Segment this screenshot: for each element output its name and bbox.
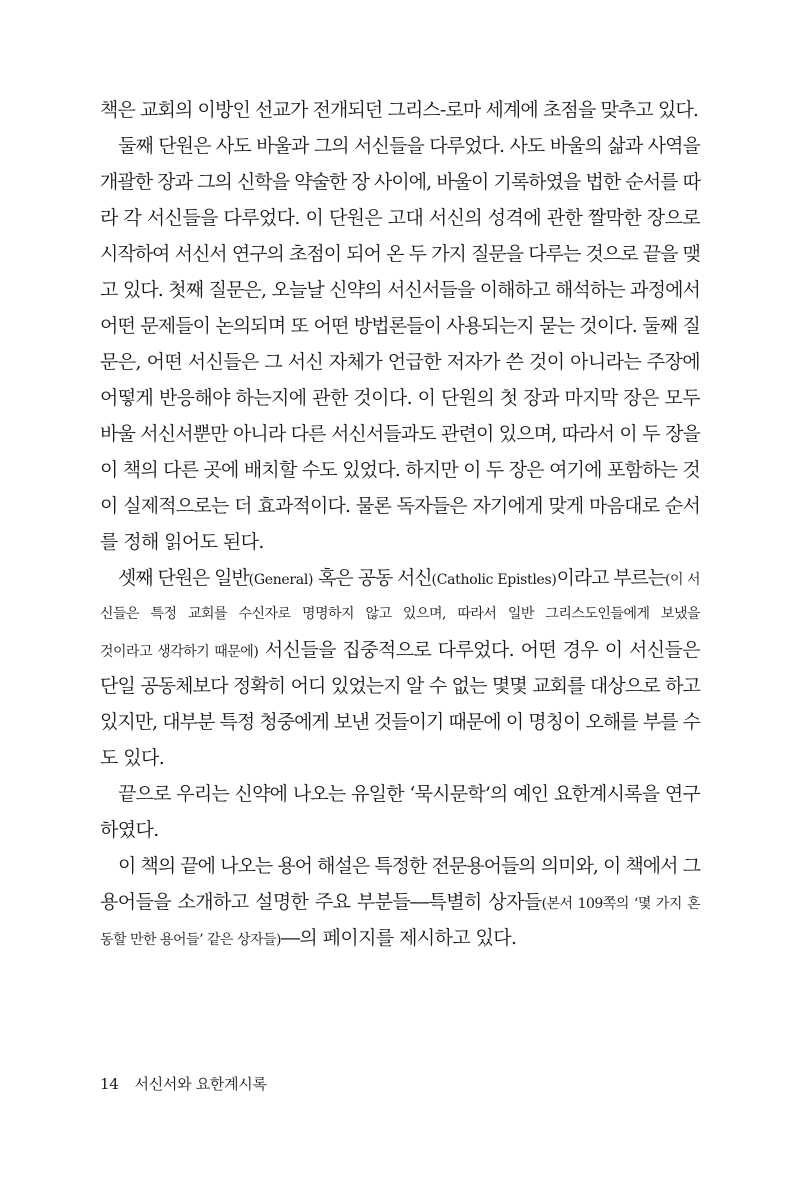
text-line-9: 어떻게 반응해야 하는지에 관한 것이다. 이 단원의 첫 장과 마지막 장은 모두 (100, 387, 700, 409)
text-line-17: 단일 공동체보다 정확히 어디 있었는지 알 수 없는 몇몇 교회를 대상으로 하고 (100, 675, 700, 697)
text-line-3: 개괄한 장과 그의 신학을 약술한 장 사이에, 바울이 기록하였을 법한 순서를 따 (100, 171, 700, 193)
p3-text-e: 이라고 부르는 (556, 567, 666, 589)
p5-text-a: 용어들을 소개하고 설명한 주요 부분들―특별히 상자들 (100, 891, 542, 913)
page-footer (100, 1073, 267, 1094)
text-line-2: 둘째 단원은 사도 바울과 그의 서신들을 다루었다. 사도 바울의 삶과 사역을 (118, 135, 700, 157)
p5-note-end: 동할 만한 용어들’ 같은 상자들) (100, 932, 282, 948)
text-line-12: 이 실제적으로는 더 효과적이다. 물론 독자들은 자기에게 맞게 마음대로 순서 (100, 495, 700, 517)
text-line-20: 끝으로 우리는 신약에 나오는 유일한 ‘묵시문학’의 예인 요한계시록을 연구 (118, 783, 700, 805)
text-line-22: 이 책의 끝에 나오는 용어 해설은 특정한 전문용어들의 의미와, 이 책에서 그 (118, 855, 700, 877)
text-line-15: 신들은 특정 교회를 수신자로 명명하지 않고 있으며, 따라서 일반 그리스도인들에게 보냈을 (100, 606, 700, 622)
p5-note-start: (본서 109쪽의 ‘몇 가지 혼 (541, 896, 700, 912)
text-line-6: 고 있다. 첫째 질문은, 오늘날 신약의 서신서들을 이해하고 해석하는 과정에서 (100, 279, 700, 301)
p3-catholic-epistles: (Catholic Epistles) (431, 572, 557, 588)
text-line-24 (100, 920, 700, 956)
page-body (100, 92, 700, 956)
text-line-8: 문은, 어떤 서신들은 그 서신 자체가 언급한 저자가 쓴 것이 아니라는 주장에 (100, 351, 700, 373)
p3-text-continue: 서신들을 집중적으로 다루었다. 어떤 경우 이 서신들은 (258, 639, 700, 661)
p3-note-start: (이 서 (665, 572, 700, 588)
p5-text-b: ―의 페이지를 제시하고 있다. (281, 927, 517, 949)
p3-text-c: 혹은 공동 서신 (313, 567, 432, 589)
text-line-18: 있지만, 대부분 특정 청중에게 보낸 것들이기 때문에 이 명칭이 오해를 부를 수 (100, 711, 700, 733)
text-line-1: 책은 교회의 이방인 선교가 전개되던 그리스-로마 세계에 초점을 맞추고 있다. (100, 99, 698, 121)
page-number: 14 (100, 1075, 119, 1093)
text-line-16 (100, 632, 700, 668)
text-line-10: 바울 서신서뿐만 아니라 다른 서신서들과도 관련이 있으며, 따라서 이 두 장을 (100, 423, 700, 445)
p3-note-end: 것이라고 생각하기 때문에) (100, 644, 259, 660)
p3-text-a: 셋째 단원은 일반 (118, 567, 249, 589)
text-line-5: 시작하여 서신서 연구의 초점이 되어 온 두 가지 질문을 다루는 것으로 끝을 맺 (100, 243, 700, 265)
text-line-14 (100, 560, 700, 596)
text-line-21: 하였다. (100, 819, 159, 841)
text-line-11: 이 책의 다른 곳에 배치할 수도 있었다. 하지만 이 두 장은 여기에 포함하는 것 (100, 459, 700, 481)
text-line-19: 도 있다. (100, 747, 165, 769)
text-line-4: 라 각 서신들을 다루었다. 이 단원은 고대 서신의 성격에 관한 짤막한 장으로 (100, 207, 700, 229)
text-line-23 (100, 884, 700, 920)
text-line-13: 를 정해 읽어도 된다. (100, 531, 264, 553)
text-line-7: 어떤 문제들이 논의되며 또 어떤 방법론들이 사용되는지 묻는 것이다. 둘째 질 (100, 315, 700, 337)
running-title: 서신서와 요한계시록 (134, 1075, 267, 1093)
p3-general: (General) (248, 572, 314, 588)
